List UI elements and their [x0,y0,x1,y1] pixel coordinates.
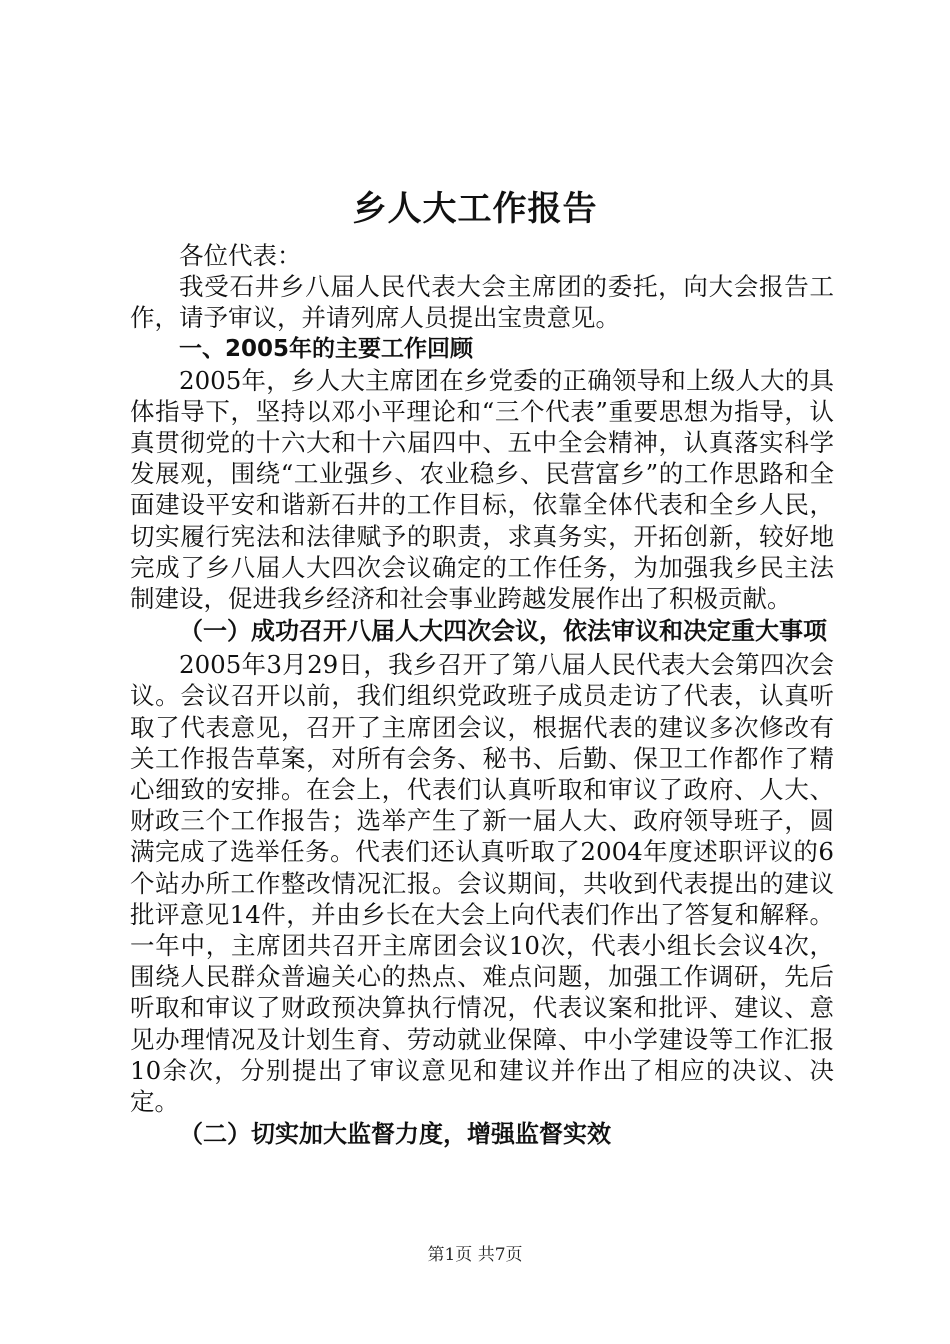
document-title: 乡人大工作报告 [352,189,598,229]
salutation: 各位代表： [179,241,302,270]
section-paragraph-1: 2005年，乡人大主席团在乡党委的正确领导和上级人大的具体指导下，坚持以邓小平理论和“三个代表”重要思想为指导，认真贯彻党的十六大和十六届四中、五中全会精神，认真落实科学发展观，围绕“工业强乡、农业稳乡、民营富乡”的工作思路和全面建设平安和谐新石井的工作目标，依靠全体代表和全乡人民，切实履行宪法和法律赋予的职责，求真务实，开拓创新，较好地完成了乡八届人大四次会议确定的工作任务，为加强我乡民主法制建设，促进我乡经济和社会事业跨越发展作出了积极贡献。 [130,365,834,614]
subsection-heading-1: （一）成功召开八届人大四次会议，依法审议和决定重大事项 [179,617,827,646]
page-footer: 第1页 共7页 [427,1245,523,1265]
subsection-paragraph-1: 2005年3月29日，我乡召开了第八届人民代表大会第四次会议。会议召开以前，我们组织党政班子成员走访了代表，认真听取了代表意见，召开了主席团会议，根据代表的建议多次修改有关工作报告草案，对所有会务、秘书、后勤、保卫工作都作了精心细致的安排。在会上，代表们认真听取和审议了政府、人大、财政三个工作报告；选举产生了新一届人大、政府领导班子，圆满完成了选举任务。代表们还认真听取了2004年度述职评议的6个站办所工作整改情况汇报。会议期间，共收到代表提出的建议批评意见14件，并由乡长在大会上向代表们作出了答复和解释。一年中，主席团共召开主席团会议10次，代表小组长会议4次，围绕人民群众普遍关心的热点、难点问题，加强工作调研，先后听取和审议了财政预决算执行情况，代表议案和批评、建议、意见办理情况及计划生育、劳动就业保障、中小学建设等工作汇报10余次，分别提出了审议意见和建议并作出了相应的决议、决定。 [130,650,834,1117]
section-heading-1: 一、2005年的主要工作回顾 [179,335,474,362]
document-body [130,240,834,1152]
intro-paragraph: 我受石井乡八届人民代表大会主席团的委托，向大会报告工作，请予审议，并请列席人员提出宝贵意见。 [130,272,834,333]
subsection-heading-2: （二）切实加大监督力度，增强监督实效 [179,1120,611,1149]
